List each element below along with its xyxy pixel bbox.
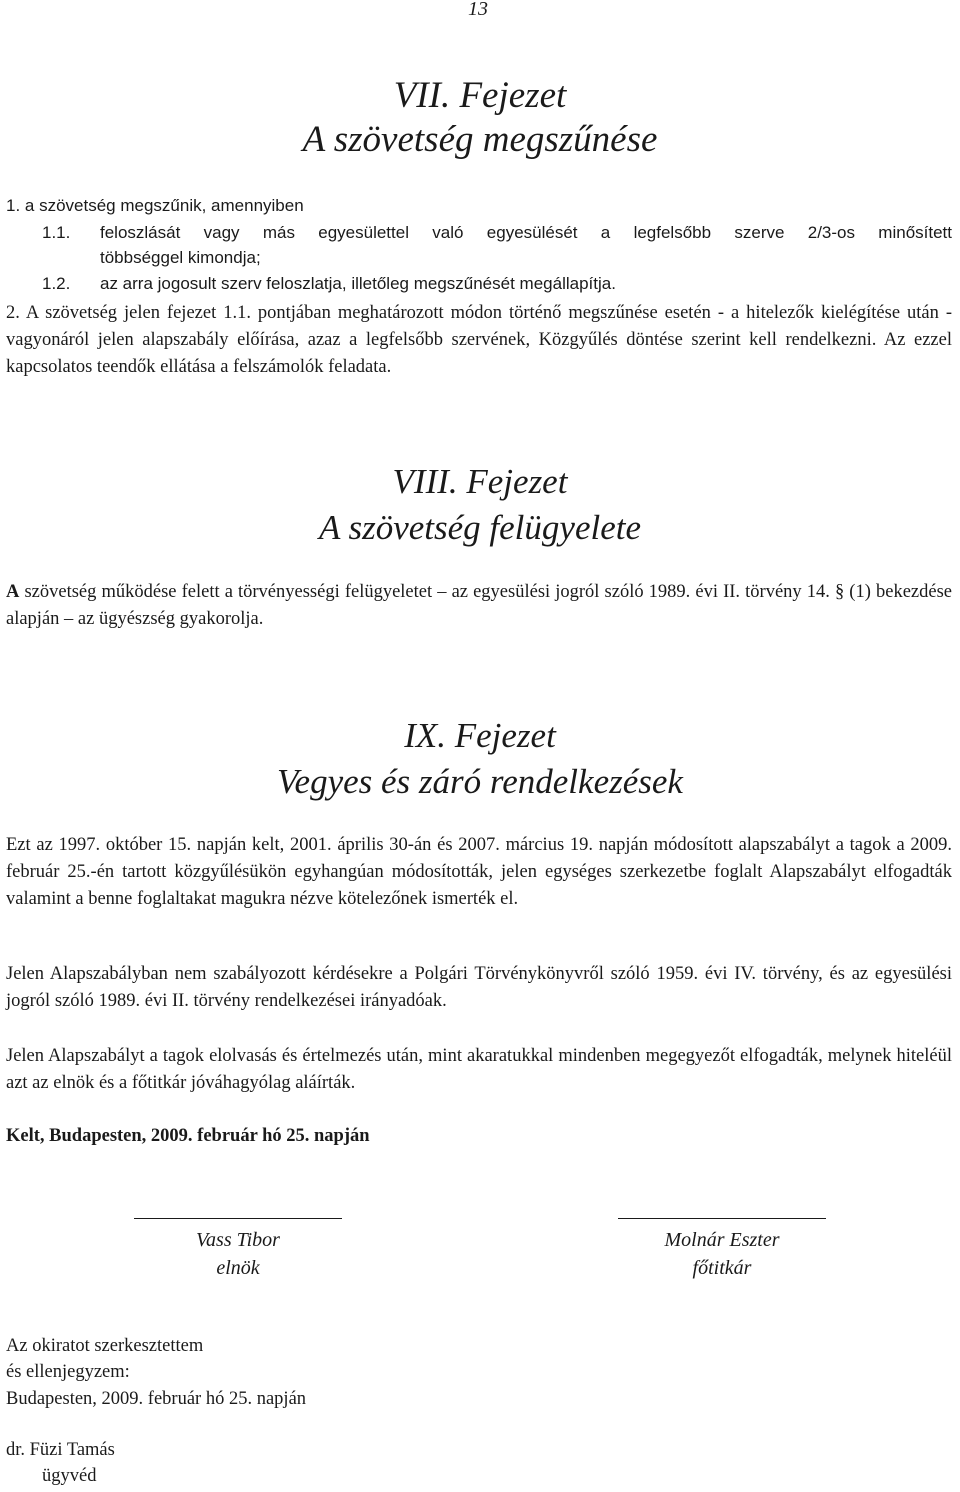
list-item-1-1-continuation: többséggel kimondja; [100, 248, 261, 267]
list-item-1: 1. a szövetség megszűnik, amennyiben [6, 196, 304, 215]
signature-secretary-general [622, 1226, 822, 1282]
list-item-1-1-text: feloszlását vagy más egyesülettel való egyesülését a legfelsőbb szerve 2/3-os minősített [100, 223, 952, 242]
list-item-1-2-text: az arra jogosult szerv feloszlatja, illetőleg megszűnését megállapítja. [100, 274, 616, 293]
countersign-line-3: Budapesten, 2009. február hó 25. napján [6, 1389, 307, 1409]
chapter-7-title: A szövetség megszűnése [302, 119, 658, 160]
countersign-title: ügyvéd [42, 1466, 97, 1486]
countersign-line-2: és ellenjegyzem: [6, 1362, 130, 1382]
chapter-9-paragraph-3: Jelen Alapszabályt a tagok elolvasás és értelmezés után, mint akaratukkal mindenben megegyezőt elfogadták, melynek hiteléül azt az elnök és a főtitkár jóváhagyólag aláírták. [6, 1046, 952, 1093]
chapter-7-heading: VII. Fejezet [393, 75, 567, 116]
chapter-9-paragraph-1: Ezt az 1997. október 15. napján kelt, 2001. április 30-án és 2007. március 19. napján módosított alapszabályt a tagok a 2009. február 25.-én tartott közgyűlésükön egyhangúan módosították, jelen egységes szerkezetbe foglalt Alapszabályt elfogadták valamint a benne foglaltakat magukra nézve kötelezőnek ismerték el. [6, 835, 952, 909]
signatory-role: elnök [216, 1257, 260, 1279]
signing-date-line: Kelt, Budapesten, 2009. február hó 25. napján [6, 1126, 370, 1146]
paragraph-body: szövetség működése felett a törvényességi felügyeletet – az egyesülési jogról szóló 1989. évi II. törvény 14. § (1) bekezdése alapján – az ügyészség gyakorolja. [6, 582, 952, 629]
signatory-name: Molnár Eszter [664, 1229, 780, 1251]
chapter-8-paragraph [6, 579, 952, 633]
signature-president [138, 1226, 338, 1282]
signatory-role: főtitkár [692, 1257, 752, 1279]
chapter-9-title: Vegyes és záró rendelkezések [277, 762, 683, 801]
signature-line-secretary-general [618, 1218, 826, 1219]
countersign-name: dr. Füzi Tamás [6, 1440, 115, 1460]
chapter-9-paragraph-2: Jelen Alapszabályban nem szabályozott kérdésekre a Polgári Törvénykönyvről szóló 1959. évi IV. törvény, és az egyesülési jogról szóló 1989. évi II. törvény rendelkezései irányadóak. [6, 964, 952, 1011]
chapter-8-title: A szövetség felügyelete [318, 508, 641, 547]
page-number: 13 [468, 0, 488, 20]
countersign-line-1: Az okiratot szerkesztettem [6, 1336, 204, 1356]
chapter-9-heading: IX. Fejezet [404, 716, 556, 755]
chapter-8-heading: VIII. Fejezet [392, 462, 568, 501]
list-item-2: 2. A szövetség jelen fejezet 1.1. pontjában meghatározott módon történő megszűnése esetén - a hitelezők kielégítése után - vagyonáról jelen alapszabály előírása, azaz a legfelsőbb szervének, Közgyűlés döntése szerint kell rendelkezni. Az ezzel kapcsolatos teendők ellátása a felszámolók feladata. [6, 303, 952, 377]
list-item-1-2-number: 1.2. [42, 274, 71, 293]
paragraph-lead-letter: A [6, 582, 20, 602]
signature-line-president [134, 1218, 342, 1219]
list-item-1-1-number: 1.1. [42, 223, 71, 242]
signatory-name: Vass Tibor [196, 1229, 280, 1251]
